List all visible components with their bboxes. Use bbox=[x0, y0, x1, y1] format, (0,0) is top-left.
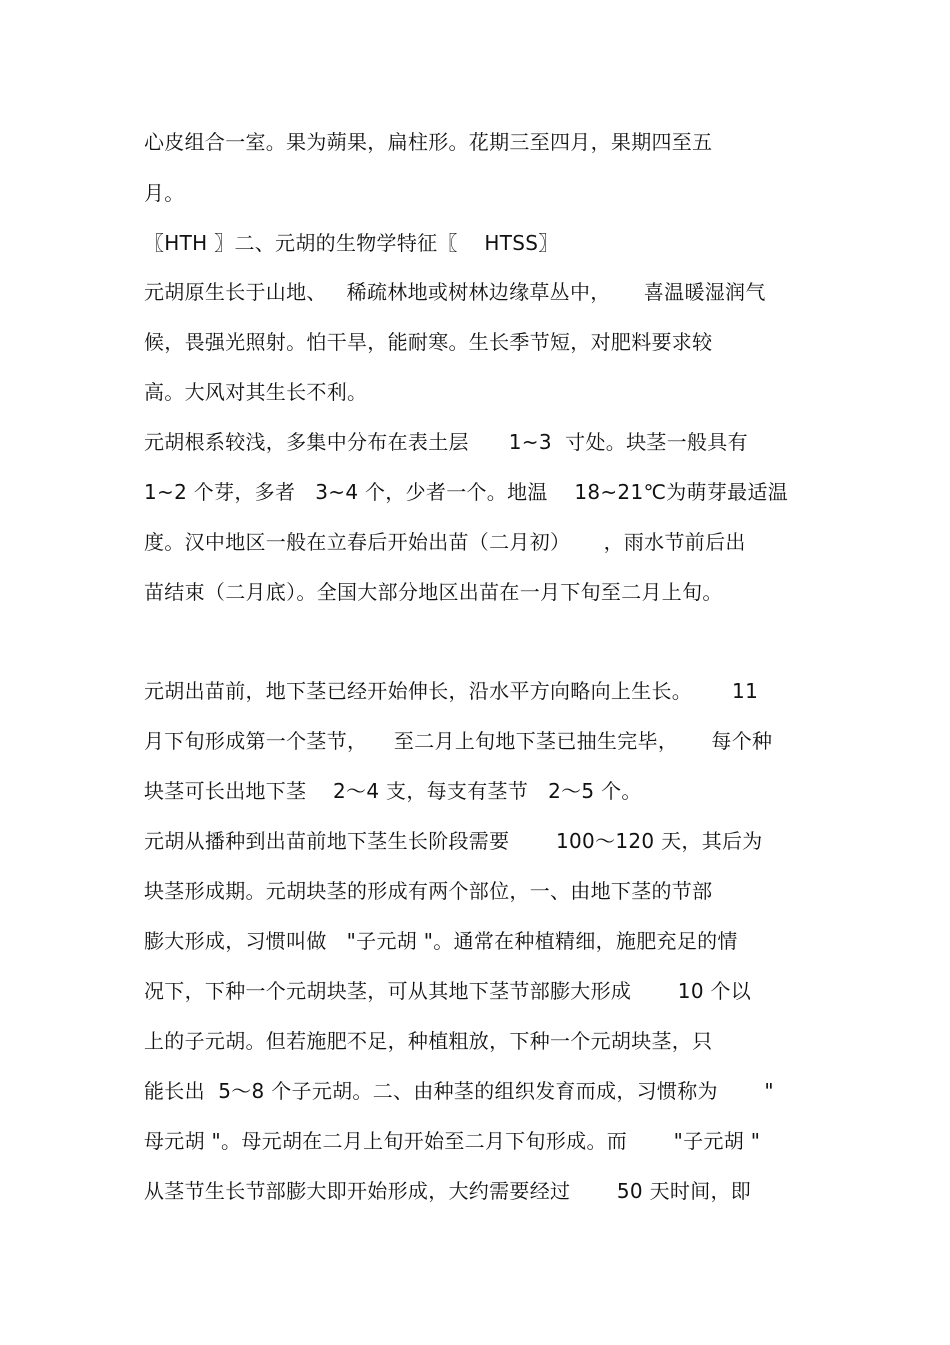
text-line: 度。汉中地区一般在立春后开始出苗（二月初） ，雨水节前后出 bbox=[144, 530, 746, 554]
text-line: 高。大风对其生长不利。 bbox=[144, 380, 368, 404]
text-line: 能长出 5～8 个子元胡。二、由种茎的组织发育而成，习惯称为 " bbox=[144, 1079, 774, 1103]
text-line: 从茎节生长节部膨大即开始形成，大约需要经过 50 天时间，即 bbox=[144, 1179, 752, 1203]
text-line: 元胡根系较浅，多集中分布在表土层 1~3 寸处。块茎一般具有 bbox=[144, 430, 748, 454]
text-line: 苗结束（二月底）。全国大部分地区出苗在一月下旬至二月上旬。 bbox=[144, 580, 723, 604]
text-line: 母元胡 "。母元胡在二月上旬开始至二月下旬形成。而 "子元胡 " bbox=[144, 1129, 761, 1153]
text-line: 块茎可长出地下茎 2～4 支，每支有茎节 2～5 个。 bbox=[144, 779, 642, 803]
text-line: 1~2 个芽，多者 3~4 个，少者一个。地温 18~21℃为萌芽最适温 bbox=[144, 480, 789, 504]
text-line: 上的子元胡。但若施肥不足，种植粗放，下种一个元胡块茎，只 bbox=[144, 1029, 713, 1053]
text-line: 况下，下种一个元胡块茎，可从其地下茎节部膨大形成 10 个以 bbox=[144, 979, 752, 1003]
text-line: 月。 bbox=[144, 181, 185, 205]
text-line: 候，畏强光照射。怕干旱，能耐寒。生长季节短，对肥料要求较 bbox=[144, 330, 713, 354]
text-line: 元胡出苗前，地下茎已经开始伸长，沿水平方向略向上生长。 11 bbox=[144, 679, 759, 703]
text-line: 膨大形成，习惯叫做 "子元胡 "。通常在种植精细，施肥充足的情 bbox=[144, 929, 738, 953]
text-line: 元胡原生长于山地、 稀疏林地或树林边缘草丛中， 喜温暖湿润气 bbox=[144, 280, 766, 304]
text-line: 心皮组合一室。果为蒴果，扁柱形。花期三至四月，果期四至五 bbox=[144, 130, 713, 154]
section-heading: 〖HTH 〗二、元胡的生物学特征〖 HTSS〗 bbox=[144, 231, 559, 255]
text-line: 月下旬形成第一个茎节， 至二月上旬地下茎已抽生完毕， 每个种 bbox=[144, 729, 773, 753]
text-line: 块茎形成期。元胡块茎的形成有两个部位，一、由地下茎的节部 bbox=[144, 879, 713, 903]
text-line: 元胡从播种到出苗前地下茎生长阶段需要 100～120 天，其后为 bbox=[144, 829, 763, 853]
